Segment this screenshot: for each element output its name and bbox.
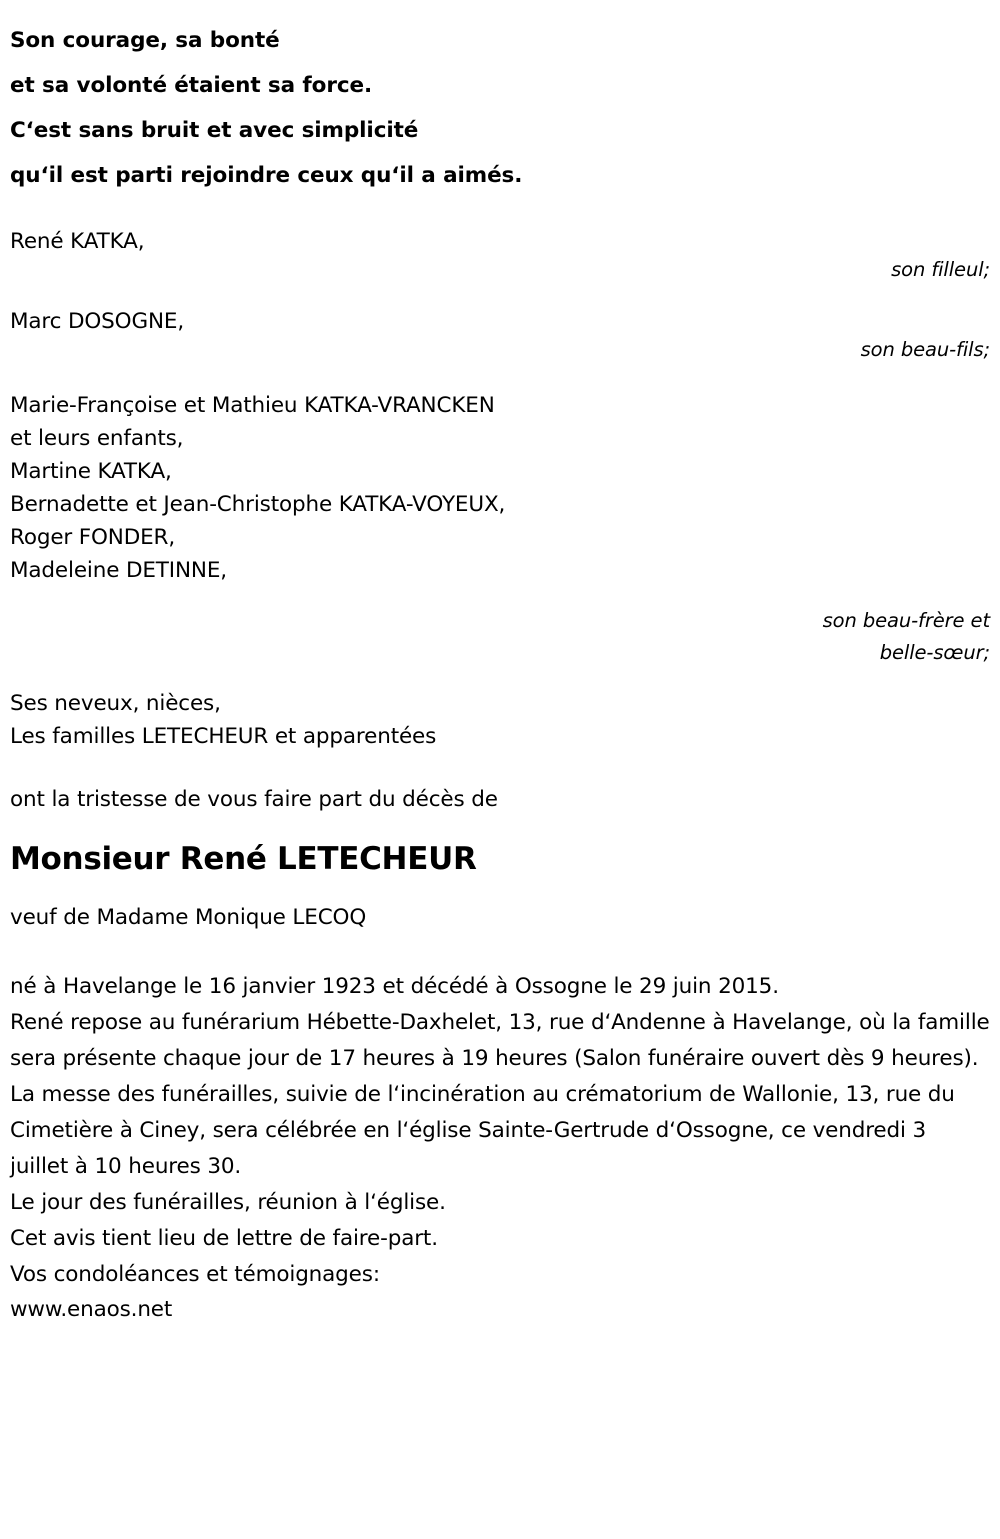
family-list: [10, 225, 995, 753]
family-relation-label: son filleul;: [891, 258, 990, 281]
spouse-line: veuf de Madame Monique LECOQ: [10, 905, 367, 930]
family-member-name: Roger FONDER,: [10, 525, 176, 550]
verse-line-1: Son courage, sa bonté: [10, 28, 280, 53]
deceased-name: Monsieur René LETECHEUR: [10, 841, 477, 877]
spacer: [10, 817, 995, 839]
condolences-paragraph: Vos condoléances et témoignages:: [10, 1262, 380, 1287]
spacer: [10, 753, 995, 783]
verse-line-3: C‘est sans bruit et avec simplicité: [10, 118, 419, 143]
family-member-name: Les familles LETECHEUR et apparentées: [10, 724, 437, 749]
family-member-name: René KATKA,: [10, 229, 145, 254]
condolences-website-link[interactable]: www.enaos.net: [10, 1297, 173, 1322]
spacer: [10, 587, 995, 605]
notice-substitute-paragraph: Cet avis tient lieu de lettre de faire-part.: [10, 1226, 438, 1251]
spacer: [10, 879, 995, 901]
family-member-name: et leurs enfants,: [10, 426, 184, 451]
family-member-name: Martine KATKA,: [10, 459, 172, 484]
verse-line-2: et sa volonté étaient sa force.: [10, 73, 373, 98]
family-member-name: Marc DOSOGNE,: [10, 309, 185, 334]
family-relation-label: son beau-fils;: [860, 338, 990, 361]
family-member-name: Bernadette et Jean-Christophe KATKA-VOYEUX,: [10, 492, 506, 517]
funeral-mass-paragraph: La messe des funérailles, suivie de l‘incinération au crématorium de Wallonie, 13, rue du Cimetière à Ciney, sera célébrée en l‘église Sainte-Gertrude d‘Ossogne, ce vendredi 3 juillet à 10 heures 30.: [10, 1082, 955, 1179]
verse-line-4: qu‘il est parti rejoindre ceux qu‘il a aimés.: [10, 163, 523, 188]
family-entry-stepson: [10, 305, 995, 367]
family-member-name: Madeleine DETINNE,: [10, 558, 227, 583]
spacer: [10, 935, 995, 969]
family-relation-label-line-2: belle-sœur;: [879, 641, 990, 664]
family-member-name: Ses neveux, nièces,: [10, 691, 221, 716]
spacer: [10, 669, 995, 687]
family-relation-label-line-1: son beau-frère et: [822, 609, 990, 632]
opening-verse: [10, 10, 995, 198]
gathering-paragraph: Le jour des funérailles, réunion à l‘église.: [10, 1190, 446, 1215]
birth-death-line: né à Havelange le 16 janvier 1923 et décédé à Ossogne le 29 juin 2015.: [10, 974, 779, 999]
family-entry-godson: [10, 225, 995, 287]
family-others-block: [10, 687, 995, 753]
funeral-home-paragraph: René repose au funérarium Hébette-Daxhelet, 13, rue d‘Andenne à Havelange, où la famille sera présente chaque jour de 17 heures à 19 heures (Salon funéraire ouvert dès 9 heures).: [10, 1010, 990, 1071]
family-group-block: [10, 389, 995, 669]
spacer: [10, 367, 995, 389]
family-member-name: Marie-Françoise et Mathieu KATKA-VRANCKEN: [10, 393, 495, 418]
spacer: [10, 287, 995, 305]
announcement-lead: ont la tristesse de vous faire part du décès de: [10, 787, 498, 812]
